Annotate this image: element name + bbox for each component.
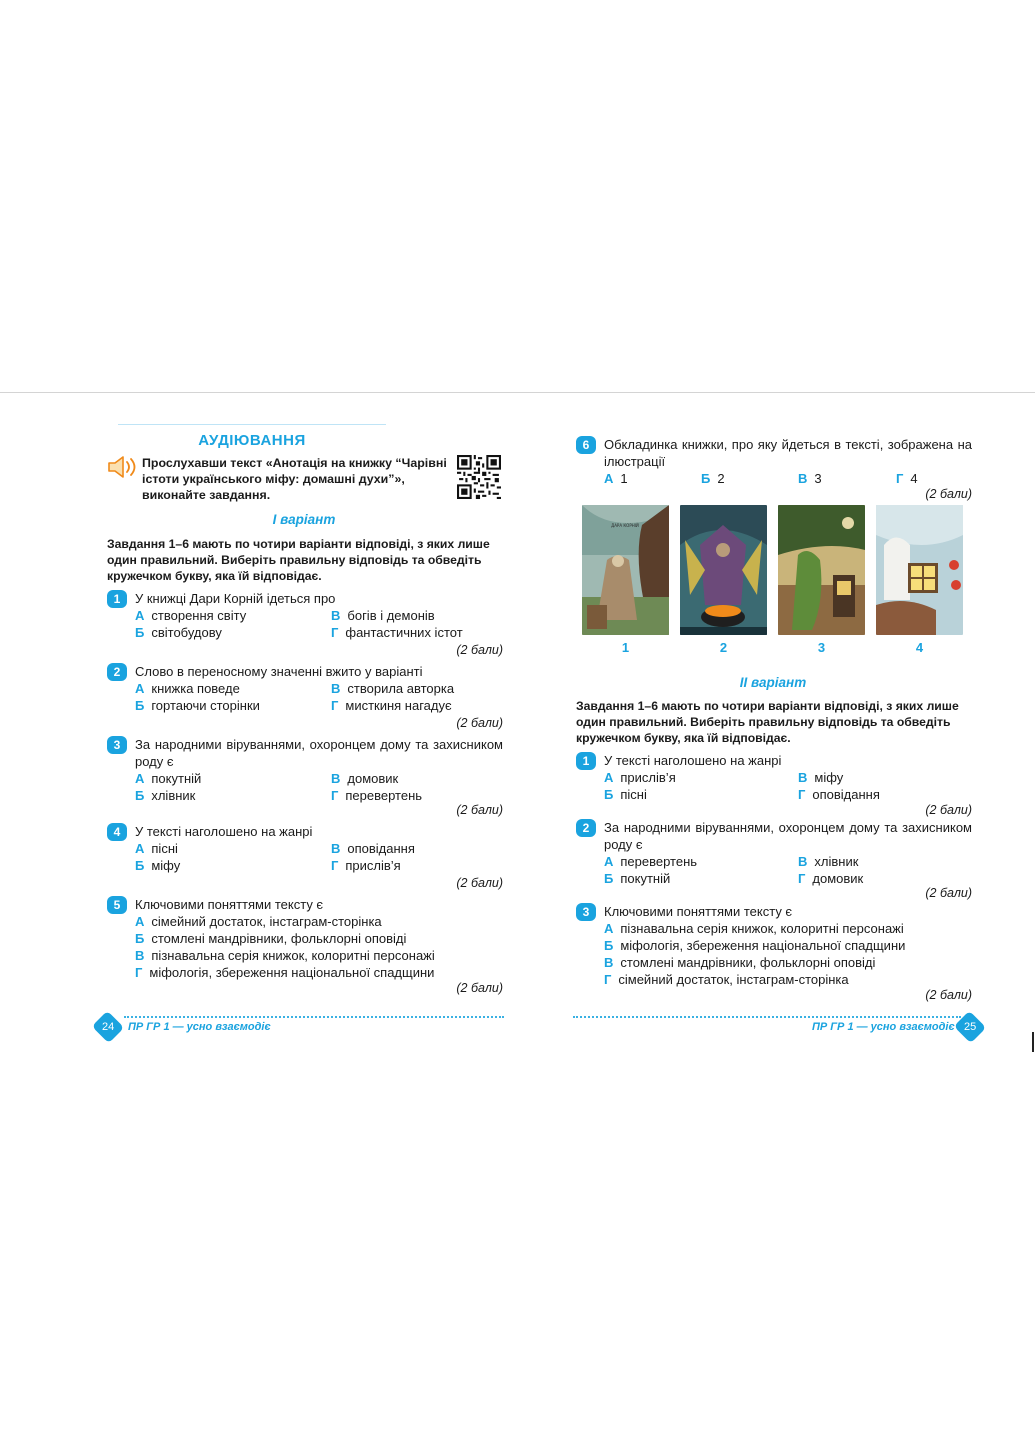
question-3 <box>107 736 503 822</box>
points-label: (2 бали) <box>925 803 972 817</box>
question-6 <box>576 436 972 506</box>
variant-1-instructions: Завдання 1–6 мають по чотири варіанти відповіді, з яких лише один правильний. Виберіть правильну відповідь та обведіть кружечком букву, яка їй відповідає. <box>107 537 490 583</box>
answer-option[interactable]: Б світобудову <box>135 625 222 640</box>
book-cover-3 <box>778 505 865 635</box>
footer-dotted-line <box>124 1016 504 1018</box>
footer-title-left: ПР ГР 1 — усно взаємодіє <box>128 1021 271 1033</box>
answer-option[interactable]: А пізнавальна серія книжок, колоритні персонажі <box>604 921 904 936</box>
question-5 <box>107 896 503 1000</box>
variant-2-title: II варіант <box>739 675 807 690</box>
points-label: (2 бали) <box>925 487 972 501</box>
page-number-left: 24 <box>92 1011 125 1044</box>
answer-option[interactable]: Б хлівник <box>135 788 196 803</box>
speaker-icon <box>106 454 138 480</box>
question-text: За народними віруваннями, охоронцем дому та захисником роду є <box>604 820 972 852</box>
answer-option[interactable]: А пісні <box>135 841 178 856</box>
answer-option[interactable]: В створила авторка <box>331 681 455 696</box>
answer-option[interactable]: В богів і демонів <box>331 608 435 623</box>
cover-number: 1 <box>621 640 630 655</box>
question-number-badge: 3 <box>576 903 596 921</box>
answer-option[interactable]: В хлівник <box>798 854 859 869</box>
question-number-badge: 1 <box>576 752 596 770</box>
points-label: (2 бали) <box>456 643 503 657</box>
answer-option[interactable]: Г прислів’я <box>331 858 401 873</box>
answer-option[interactable]: В стомлені мандрівники, фольклорні оповіді <box>604 955 876 970</box>
answer-option[interactable]: А прислів’я <box>604 770 676 785</box>
question-v2-1 <box>576 752 972 822</box>
qr-code[interactable] <box>457 454 501 500</box>
question-text: Слово в переносному значенні вжито у варіанті <box>135 664 423 679</box>
question-text: У тексті наголошено на жанрі <box>135 824 313 839</box>
question-number-badge: 4 <box>107 823 127 841</box>
answer-option[interactable]: В пізнавальна серія книжок, колоритні персонажі <box>135 948 435 963</box>
answer-option[interactable]: В оповідання <box>331 841 415 856</box>
question-text: У тексті наголошено на жанрі <box>604 753 782 768</box>
question-number-badge: 2 <box>576 819 596 837</box>
book-cover-1 <box>582 505 669 635</box>
answer-option[interactable]: Б гортаючи сторінки <box>135 698 260 713</box>
answer-option[interactable]: В домовик <box>331 771 399 786</box>
question-2 <box>107 663 503 733</box>
section-title: АУДІЮВАННЯ <box>118 424 386 449</box>
answer-option[interactable]: А перевертень <box>604 854 698 869</box>
points-label: (2 бали) <box>456 981 503 995</box>
audio-intro: Прослухавши текст «Анотація на книжку “Чарівні істоти українського міфу: домашні духи”», виконайте завдання. <box>142 456 447 502</box>
cover-number: 4 <box>915 640 924 655</box>
question-text: Обкладинка книжки, про яку йдеться в тексті, зображена на ілюстрації <box>604 437 972 469</box>
cover-number: 2 <box>719 640 728 655</box>
answer-option[interactable]: Б міфу <box>135 858 181 873</box>
question-v2-2 <box>576 819 972 905</box>
answer-option[interactable]: Г фантастичних істот <box>331 625 463 640</box>
points-label: (2 бали) <box>925 988 972 1002</box>
answer-option[interactable]: Г оповідання <box>798 787 880 802</box>
answer-option[interactable]: Б міфологія, збереження національної спадщини <box>604 938 906 953</box>
question-number-badge: 3 <box>107 736 127 754</box>
svg-text:ДАРА КОРНІЙ: ДАРА КОРНІЙ <box>611 523 639 528</box>
page-top-border <box>0 392 1035 393</box>
variant-1-title: I варіант <box>272 512 336 527</box>
answer-option[interactable]: Г перевертень <box>331 788 423 803</box>
question-number-badge: 5 <box>107 896 127 914</box>
question-1 <box>107 590 503 660</box>
answer-option[interactable]: В 3 <box>798 471 822 486</box>
points-label: (2 бали) <box>456 803 503 817</box>
answer-option[interactable]: Г мисткиня нагадує <box>331 698 452 713</box>
answer-option[interactable]: А покутній <box>135 771 202 786</box>
answer-option[interactable]: Б пісні <box>604 787 647 802</box>
question-text: Ключовими поняттями тексту є <box>604 904 793 919</box>
answer-option[interactable]: В міфу <box>798 770 844 785</box>
question-v2-3 <box>576 903 972 1007</box>
edge-mark <box>1032 1032 1034 1052</box>
question-text: За народними віруваннями, охоронцем дому та захисником роду є <box>135 737 503 769</box>
answer-option[interactable]: Г сімейний достаток, інстаграм-сторінка <box>604 972 849 987</box>
book-cover-4 <box>876 505 963 635</box>
points-label: (2 бали) <box>456 876 503 890</box>
question-number-badge: 2 <box>107 663 127 681</box>
points-label: (2 бали) <box>925 886 972 900</box>
answer-option[interactable]: Б покутній <box>604 871 671 886</box>
answer-option[interactable]: Б стомлені мандрівники, фольклорні оповіді <box>135 931 407 946</box>
answer-option[interactable]: А 1 <box>604 471 628 486</box>
answer-option[interactable]: Г домовик <box>798 871 864 886</box>
points-label: (2 бали) <box>456 716 503 730</box>
question-text: У книжці Дари Корній ідеться про <box>135 591 336 606</box>
answer-option[interactable]: А сімейний достаток, інстаграм-сторінка <box>135 914 382 929</box>
footer-title-right: ПР ГР 1 — усно взаємодіє <box>812 1021 955 1033</box>
answer-option[interactable]: Б 2 <box>701 471 725 486</box>
footer-dotted-line <box>573 1016 961 1018</box>
answer-option[interactable]: А створення світу <box>135 608 247 623</box>
cover-number: 3 <box>817 640 826 655</box>
question-number-badge: 6 <box>576 436 596 454</box>
answer-option[interactable]: Г міфологія, збереження національної спадщини <box>135 965 435 980</box>
question-4 <box>107 823 503 893</box>
question-number-badge: 1 <box>107 590 127 608</box>
question-text: Ключовими поняттями тексту є <box>135 897 324 912</box>
answer-option[interactable]: А книжка поведе <box>135 681 240 696</box>
variant-2-instructions: Завдання 1–6 мають по чотири варіанти відповіді, з яких лише один правильний. Виберіть правильну відповідь та обведіть кружечком букву, яка їй відповідає. <box>576 699 959 745</box>
book-cover-2 <box>680 505 767 635</box>
page-number-right: 25 <box>954 1011 987 1044</box>
answer-option[interactable]: Г 4 <box>896 471 918 486</box>
